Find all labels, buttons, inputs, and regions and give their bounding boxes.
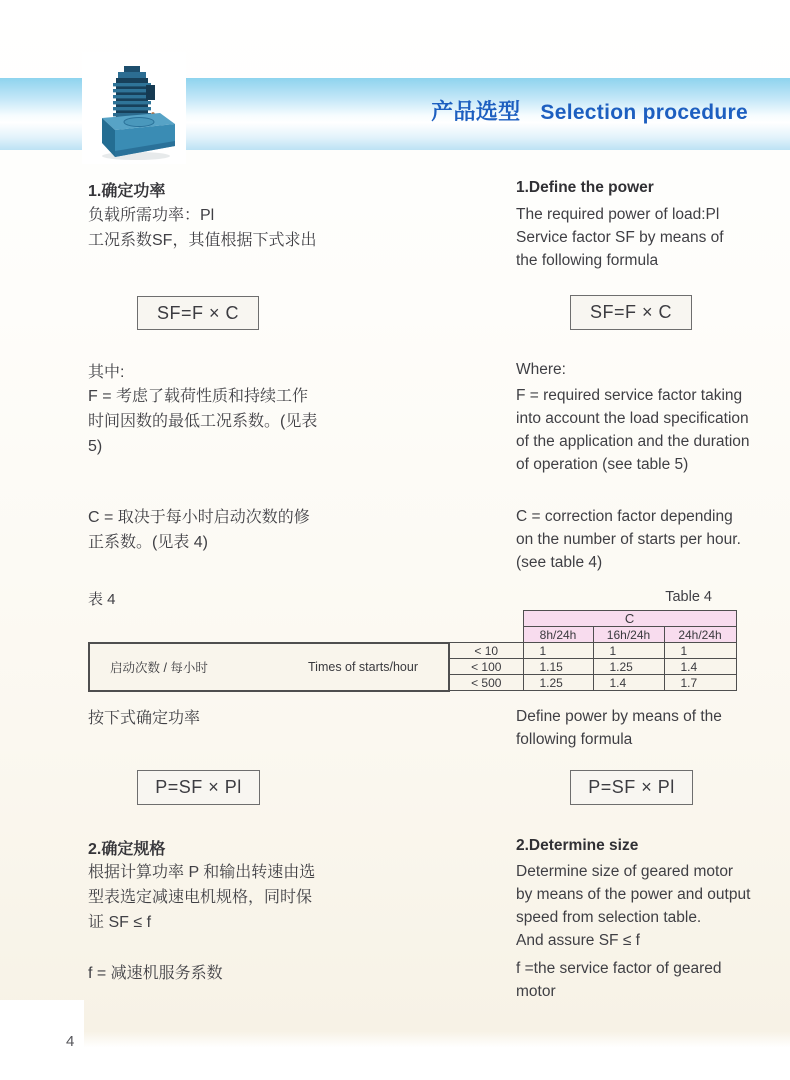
text-line: F = required service factor taking	[516, 387, 743, 404]
f-service-en	[516, 957, 722, 1003]
text-line: f =the service factor of geared	[516, 960, 722, 977]
f-service-zh: f = 减速机服务系数	[88, 965, 223, 982]
text-line: Define power by means of the	[516, 708, 722, 725]
section2-body-en	[516, 860, 750, 952]
value-cell: 1	[664, 643, 736, 659]
text-line: of the application and the duration	[516, 433, 750, 450]
table4-label-en: Table 4	[665, 589, 712, 605]
table-col-header: 24h/24h	[664, 627, 736, 643]
row-header-zh: 启动次数 / 每小时	[110, 660, 208, 675]
text-line: motor	[516, 983, 556, 1000]
text-line: 根据计算功率 P 和输出转速由选	[88, 864, 316, 881]
section2-body-zh	[88, 860, 315, 935]
factor-f-zh	[88, 384, 317, 459]
formula-p-box-en: P=SF × Pl	[570, 770, 693, 805]
text-line: F = 考虑了载荷性质和持续工作	[88, 388, 309, 405]
value-cell: 1.7	[664, 675, 736, 691]
table-col-header: 16h/24h	[593, 627, 664, 643]
table-blank-cell	[89, 627, 523, 643]
table-row-header	[89, 643, 449, 691]
section1-body-en	[516, 203, 724, 272]
table4-label-zh: 表 4	[88, 591, 116, 608]
starts-cell: < 500	[449, 675, 523, 691]
section2-heading-en: 2.Determine size	[516, 837, 639, 854]
value-cell: 1.4	[593, 675, 664, 691]
text-line: of operation (see table 5)	[516, 456, 689, 473]
table-row	[89, 611, 736, 627]
table4	[88, 610, 737, 692]
text-line: 证 SF ≤ f	[88, 914, 152, 931]
text-line: Determine size of geared motor	[516, 863, 734, 880]
page-title-en: Selection procedure	[540, 101, 748, 124]
text-line: (see table 4)	[516, 554, 603, 571]
text-line: speed from selection table.	[516, 909, 702, 926]
text-line: Service factor SF by means of	[516, 229, 724, 246]
text-line: 时间因数的最低工况系数。(见表	[88, 413, 318, 430]
value-cell: 1.25	[593, 659, 664, 675]
text-line: 5)	[88, 438, 103, 455]
text-line: following formula	[516, 731, 633, 748]
text-line: And assure SF ≤ f	[516, 932, 640, 949]
factor-c-en	[516, 505, 741, 574]
where-heading-zh: 其中:	[88, 364, 125, 381]
value-cell: 1.15	[523, 659, 593, 675]
factor-c-zh	[88, 505, 310, 555]
text-line: 型表选定减速电机规格，同时保	[88, 889, 313, 906]
formula-p-box-zh: P=SF × Pl	[137, 770, 260, 805]
text-line: C = 取决于每小时启动次数的修	[88, 509, 310, 526]
section1-heading-en: 1.Define the power	[516, 179, 654, 196]
value-cell: 1	[593, 643, 664, 659]
formula-sf-box-en: SF=F × C	[570, 295, 692, 330]
text-line: C = correction factor depending	[516, 508, 733, 525]
section1-body-zh	[88, 203, 316, 253]
starts-cell: < 10	[449, 643, 523, 659]
factor-f-en	[516, 384, 750, 476]
formula-sf-box-zh: SF=F × C	[137, 296, 259, 330]
row-header-en: Times of starts/hour	[308, 659, 418, 674]
table-row	[89, 627, 736, 643]
define-power-en	[516, 705, 722, 751]
table-row	[89, 643, 736, 659]
page-title	[431, 95, 748, 126]
table-col-header: 8h/24h	[523, 627, 593, 643]
section2-heading-zh: 2.确定规格	[88, 841, 166, 858]
page-title-zh: 产品选型	[431, 99, 521, 124]
text-line: 工况系数SF，其值根据下式求出	[88, 232, 317, 249]
page-number: 4	[66, 1033, 75, 1050]
text-line: by means of the power and output	[516, 886, 751, 903]
text-line: The required power of load:Pl	[516, 206, 720, 223]
text-line: on the number of starts per hour.	[516, 531, 741, 548]
section1-heading-zh: 1.确定功率	[88, 183, 166, 200]
text-line: into account the load specification	[516, 410, 749, 427]
gear-motor-illustration	[82, 52, 186, 164]
starts-cell: < 100	[449, 659, 523, 675]
where-heading-en: Where:	[516, 361, 566, 378]
power-line-zh: 按下式确定功率	[88, 710, 201, 727]
text-line: 正系数。(见表 4)	[88, 534, 209, 551]
text-line: 负载所需功率：Pl	[88, 207, 215, 224]
table-blank-cell	[89, 611, 523, 627]
text-line: the following formula	[516, 252, 659, 269]
gear-motor-photo	[82, 52, 186, 164]
value-cell: 1	[523, 643, 593, 659]
value-cell: 1.4	[664, 659, 736, 675]
value-cell: 1.25	[523, 675, 593, 691]
table-group-header: C	[523, 611, 736, 627]
